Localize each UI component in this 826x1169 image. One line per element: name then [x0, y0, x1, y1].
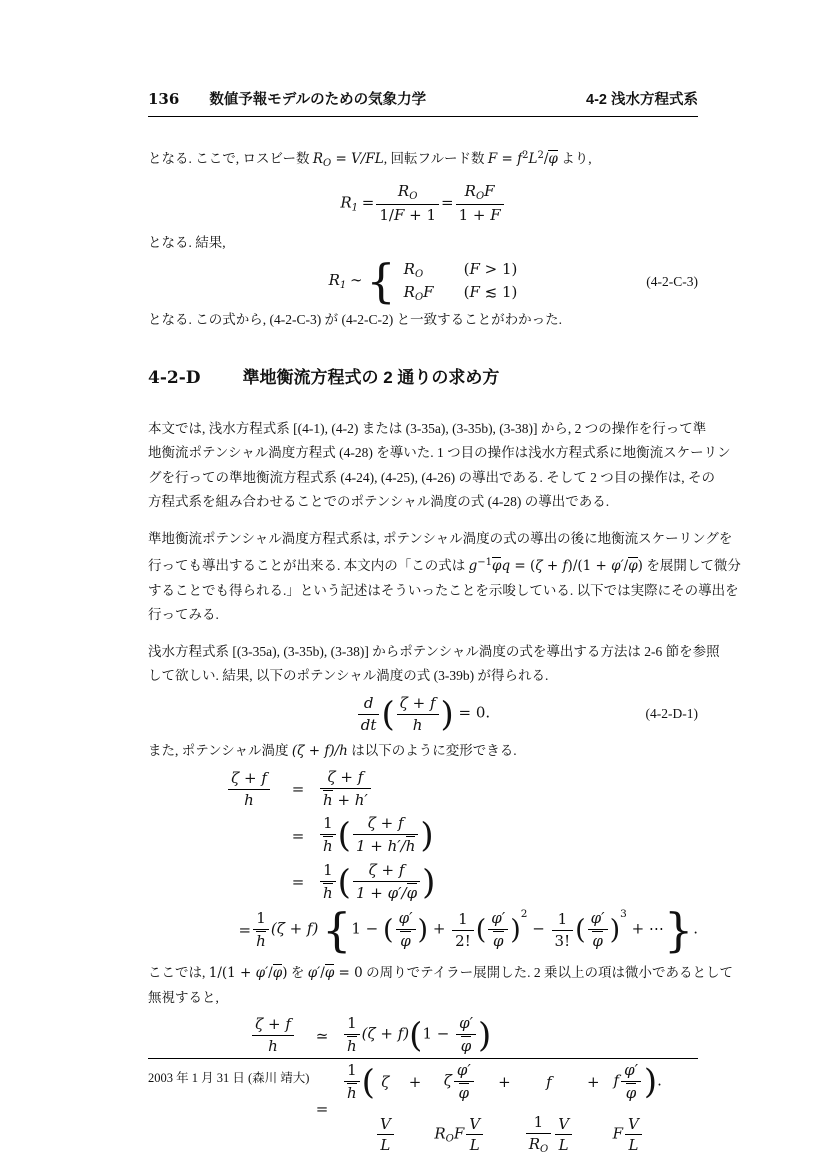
equals-sign: = — [441, 193, 454, 212]
plus-sign: + — [408, 1073, 422, 1091]
rhs — [318, 768, 373, 811]
numerator: ζ + f — [397, 694, 439, 715]
left-paren: ( — [383, 914, 394, 946]
math-token: F — [469, 283, 480, 302]
denominator: 2! — [455, 931, 471, 950]
text-run: より, — [557, 151, 592, 166]
math-token: = — [331, 151, 352, 167]
paragraph-line: 準地衡流ポテンシャル渦度方程式系は, ポテンシャル渦度の式の導出の後に地衡流スケーリングを — [148, 530, 733, 546]
left-paren: ( — [361, 1062, 375, 1102]
derivation-block — [220, 767, 698, 958]
equals-sign: = — [291, 780, 305, 798]
math-token: = — [497, 151, 518, 167]
math-token: 1/(1 + — [208, 965, 256, 982]
left-paren: ( — [337, 815, 351, 856]
math-token: (ζ + f) — [361, 1024, 410, 1043]
math-token: V/FL — [351, 151, 384, 167]
fraction — [588, 909, 608, 952]
math-token: ) — [282, 965, 288, 982]
fraction — [526, 1113, 552, 1156]
denominator — [526, 1134, 552, 1157]
math-token: F — [393, 206, 405, 224]
cases-block — [366, 254, 518, 309]
paragraph-line — [148, 961, 734, 986]
h-overbar: h — [323, 790, 333, 809]
equation-number: (4-2-C-3) — [646, 273, 698, 289]
h-overbar: h — [323, 883, 333, 902]
math-token: (ζ + f) — [270, 919, 319, 938]
numerator: ζ + f — [353, 861, 420, 882]
numerator: 1 — [526, 1113, 552, 1134]
numerator — [376, 182, 439, 206]
denominator: L — [628, 1136, 639, 1155]
paragraph-line — [148, 551, 741, 579]
math-token: / — [623, 558, 629, 575]
math-token: + 1 — [404, 206, 437, 224]
math-token: F — [453, 1124, 465, 1143]
equation-r1 — [148, 182, 698, 226]
phi-overbar: φ — [400, 931, 411, 950]
lhs — [244, 1015, 302, 1056]
denominator: h — [412, 715, 423, 734]
paragraph-line: グを行っての準地衡流方程式系 (4-24), (4-25), (4-26) の導出である. そして 2 つ目の操作は, その — [148, 469, 715, 485]
equals-sign: = — [291, 873, 305, 891]
numerator: 1 — [344, 1014, 360, 1035]
numerator: ζ + f — [320, 768, 371, 789]
h-overbar: h — [405, 837, 416, 855]
math-token: / — [320, 965, 325, 982]
math-token: R — [403, 260, 415, 279]
paragraph-line: 地衡流ポテンシャル渦度方程式 (4-28) を導いた. 1 つ目の操作は浅水方程式系に地衡流スケーリン — [148, 445, 731, 461]
math-token: . — [693, 919, 698, 938]
paragraph-line: することでも得られる.」という記述はそういったことを示唆している. 以下では実際にその導出を — [148, 582, 739, 598]
math-token: F — [484, 181, 495, 200]
math-subscript: O — [540, 1144, 549, 1155]
numerator: φ′ — [588, 909, 608, 930]
math-token: − — [527, 919, 550, 938]
section-number: 4-2-D — [148, 367, 201, 388]
numerator: φ′ — [454, 1061, 474, 1082]
page-number: 136 — [148, 90, 180, 108]
paragraph-line: 浅水方程式系 [(3-35a), (3-35b), (3-38)] からポテンシャル渦度の式を導出する方法は 2-6 節を参照 — [148, 643, 720, 659]
section-title: 準地衡流方程式の 2 通りの求め方 — [242, 367, 500, 387]
numerator: 1 — [320, 861, 336, 882]
denominator — [320, 789, 371, 811]
rhs — [318, 861, 435, 904]
case-condition — [464, 260, 518, 280]
math-token: ζ — [443, 1071, 452, 1090]
text-run: また, ポテンシャル渦度 — [148, 743, 292, 759]
denominator — [320, 882, 336, 904]
math-token: = 0. — [453, 703, 491, 722]
fraction — [396, 909, 416, 952]
numerator: ζ + f — [228, 769, 270, 790]
case-condition — [464, 283, 518, 303]
math-token: φ′ — [307, 965, 321, 982]
math-token: R — [397, 181, 410, 200]
numerator: V — [466, 1115, 483, 1136]
math-token: f — [562, 558, 568, 575]
term-zeta: ζ — [381, 1073, 390, 1091]
math-exponent: 2 — [522, 150, 529, 161]
equation-row — [244, 1014, 698, 1057]
denominator — [488, 930, 508, 952]
fraction — [353, 861, 420, 904]
math-token: R — [403, 283, 415, 302]
math-token: R — [528, 1135, 540, 1153]
fraction — [555, 1115, 572, 1156]
denominator: L — [469, 1136, 480, 1155]
math-token: ( — [463, 260, 470, 279]
rhs — [318, 814, 434, 857]
plus-sign: + — [498, 1073, 511, 1091]
math-token: F — [469, 260, 480, 279]
text-run: となる. ここで, ロスビー数 — [148, 151, 313, 166]
math-token: g — [468, 558, 478, 575]
denominator — [353, 882, 420, 904]
fraction — [353, 814, 418, 857]
numerator: V — [625, 1115, 642, 1136]
text-run: を — [287, 965, 308, 981]
section-heading — [148, 363, 698, 388]
paragraph-line: して欲しい. 結果, 以下のポテンシャル渦度の式 (3-39b) が得られる. — [148, 668, 549, 684]
right-paren: ) — [609, 914, 621, 946]
right-paren: ) — [440, 694, 454, 734]
left-paren: ( — [381, 694, 395, 734]
math-subscript: O — [445, 1133, 454, 1145]
denominator: dt — [360, 715, 377, 734]
math-exponent: 2 — [537, 150, 544, 161]
right-paren: ) — [420, 815, 434, 856]
rhs — [251, 903, 698, 958]
denominator: 3! — [554, 931, 571, 950]
numerator: φ′ — [488, 909, 508, 930]
math-token: R — [464, 181, 476, 200]
math-token: F — [490, 206, 501, 224]
scale-label — [524, 1113, 574, 1156]
numerator: 1 — [552, 910, 574, 931]
derivation-row — [220, 814, 698, 857]
math-token: (ζ + f)/h — [291, 743, 348, 760]
fraction — [456, 182, 504, 226]
denominator — [344, 1035, 360, 1057]
denominator: L — [558, 1136, 569, 1155]
math-token: + — [428, 919, 451, 938]
fraction — [397, 694, 439, 735]
tilde-relation: ∼ — [350, 271, 363, 290]
fraction — [320, 814, 336, 857]
text-run: は以下のように変形できる. — [347, 743, 517, 759]
fraction — [377, 1115, 394, 1156]
text-line — [148, 739, 698, 764]
math-subscript: O — [409, 190, 418, 202]
math-token: . — [657, 1071, 662, 1090]
simeq-sign: ≃ — [315, 1026, 329, 1045]
right-paren: ) — [643, 1062, 658, 1102]
math-token: ≲ 1) — [479, 283, 518, 302]
phi-overbar: φ — [625, 1083, 637, 1102]
numerator: φ′ — [621, 1061, 641, 1082]
math-subscript: O — [414, 292, 424, 304]
numerator: d — [358, 694, 380, 715]
left-paren: ( — [575, 914, 586, 946]
text-line: となる. この式から, (4-2-C-3) が (4-2-C-2) と一致することがわかった. — [148, 312, 562, 328]
phi-overbar: φ — [628, 558, 638, 575]
math-subscript: 1 — [339, 280, 347, 292]
math-token: ) — [637, 558, 643, 575]
math-token: F — [423, 283, 434, 302]
fraction — [552, 910, 574, 951]
paragraph-line: 行ってみる. — [148, 607, 219, 623]
denominator: h — [244, 790, 254, 809]
right-paren: ) — [478, 1015, 492, 1056]
phi-overbar: φ — [406, 883, 418, 902]
scale-label — [375, 1115, 396, 1156]
fraction — [253, 909, 269, 952]
numerator: φ′ — [396, 909, 416, 930]
paragraph — [148, 640, 720, 689]
numerator: V — [377, 1115, 394, 1136]
math-token: 1 + h′/ — [355, 837, 406, 855]
math-token: φ′ — [611, 558, 624, 575]
denominator — [456, 205, 504, 226]
fraction — [625, 1115, 642, 1156]
denominator — [353, 835, 418, 857]
derivation-row — [220, 768, 698, 811]
math-token: ( — [463, 283, 470, 302]
math-token: R — [340, 193, 352, 212]
phi-overbar: φ — [592, 931, 603, 950]
numerator: 1 — [452, 910, 474, 931]
footer-date-author: 2003 年 1 月 31 日 (森川 靖大) — [148, 1071, 310, 1085]
cases-rows — [404, 260, 518, 303]
fraction — [376, 182, 439, 226]
left-paren: ( — [337, 862, 351, 902]
numerator: 1 — [320, 814, 336, 835]
lhs — [220, 769, 278, 810]
phi-overbar: φ — [458, 1083, 470, 1102]
denominator — [376, 205, 439, 226]
equals-sign: = — [238, 921, 252, 940]
numerator: 1 — [344, 1061, 360, 1082]
phi-overbar: φ — [492, 931, 504, 950]
equals-sign: = — [291, 826, 305, 845]
math-token: f — [517, 151, 523, 167]
math-token: f — [613, 1071, 620, 1090]
math-subscript: 1 — [351, 202, 358, 214]
math-exponent: −1 — [477, 557, 493, 569]
phi-overbar: φ — [324, 965, 335, 982]
fraction — [456, 1014, 476, 1057]
scale-label — [613, 1115, 644, 1156]
math-exponent: 3 — [620, 907, 627, 920]
math-subscript: O — [414, 269, 424, 281]
text-run: を展開して微分 — [642, 558, 741, 574]
denominator: L — [380, 1136, 391, 1155]
left-curly-brace: { — [322, 903, 352, 958]
case-value — [404, 283, 434, 303]
math-token: ζ — [535, 558, 543, 575]
fraction — [452, 910, 474, 951]
paragraph — [148, 961, 734, 1010]
denominator — [396, 930, 416, 952]
text-run: , 回転フルード数 — [383, 151, 488, 166]
denominator — [588, 930, 608, 952]
math-token: = ( — [510, 558, 536, 575]
math-token: q — [501, 558, 511, 575]
math-token: = 0 — [334, 965, 363, 982]
intro-line — [148, 144, 698, 177]
rhs — [342, 1014, 491, 1057]
math-token: F — [487, 151, 498, 167]
math-exponent: 2 — [520, 907, 528, 920]
derivation-row — [220, 861, 698, 904]
fraction — [344, 1014, 360, 1057]
book-title: 数値予報モデルのための気象力学 — [209, 92, 427, 108]
fraction — [252, 1015, 294, 1056]
right-paren: ) — [422, 862, 436, 902]
h-overbar: h — [323, 837, 333, 855]
scale-label — [434, 1115, 485, 1156]
math-token: )/(1 + — [567, 558, 612, 575]
numerator: 1 — [253, 909, 269, 930]
paragraph-line: 方程式系を組み合わせることでのポテンシャル渦度の式 (4-28) の導出である. — [148, 494, 610, 510]
right-curly-brace: } — [663, 903, 694, 958]
left-paren: ( — [409, 1015, 423, 1056]
case-value — [404, 260, 434, 280]
math-token: L — [528, 151, 538, 167]
page-body — [148, 144, 741, 1161]
numerator — [456, 182, 504, 206]
math-token: + — [542, 558, 563, 575]
h-overbar: h — [347, 1083, 357, 1102]
math-token: + h′ — [332, 790, 368, 809]
fraction — [320, 861, 336, 904]
math-token: R — [312, 151, 324, 167]
numerator: ζ + f — [353, 814, 418, 835]
plus-sign: + — [587, 1073, 600, 1091]
math-token: 1/ — [379, 206, 394, 224]
derivation-row — [220, 903, 698, 958]
page-header — [148, 88, 698, 117]
math-token: / — [543, 151, 549, 167]
text-run: 行っても導出することが出来る. 本文内の「この式は — [148, 558, 469, 574]
right-paren: ) — [417, 914, 429, 946]
right-paren: ) — [510, 914, 521, 946]
phi-overbar: φ — [548, 151, 558, 167]
math-token: R — [434, 1124, 446, 1143]
chapter-title: 4-2 浅水方程式系 — [586, 92, 698, 108]
denominator — [253, 930, 269, 952]
denominator: h — [268, 1037, 278, 1055]
math-token: 1 − — [351, 919, 384, 938]
h-overbar: h — [256, 931, 266, 950]
paragraph-line: 本文では, 浅水方程式系 [(4-1), (4-2) または (3-35a), (3-35b), (3-38)] から, 2 つの操作を行って準 — [148, 420, 707, 436]
left-brace: { — [366, 254, 396, 309]
math-token: 1 − — [422, 1024, 455, 1043]
paragraph-line: 無視すると, — [148, 989, 219, 1005]
equation-number: (4-2-D-1) — [645, 706, 698, 721]
math-token: / — [268, 965, 273, 982]
paragraph — [148, 527, 741, 628]
math-subscript: O — [323, 158, 332, 169]
fraction — [488, 909, 508, 952]
equation-d1 — [148, 694, 698, 735]
numerator: V — [555, 1115, 572, 1136]
text-line: となる. 結果, — [148, 234, 226, 250]
text-run: の周りでテイラー展開した. 2 乗以上の項は微小であるとして — [362, 965, 734, 981]
denominator — [320, 835, 336, 857]
left-paren: ( — [475, 914, 487, 946]
term-f: f — [546, 1073, 552, 1091]
math-subscript: O — [475, 190, 485, 202]
equation-cases — [148, 254, 698, 309]
phi-overbar: φ — [460, 1037, 472, 1055]
h-overbar: h — [347, 1037, 357, 1055]
phi-overbar: φ — [492, 558, 502, 575]
text-run: ここでは, — [148, 965, 209, 981]
phi-overbar: φ — [272, 965, 283, 982]
equals-sign: = — [361, 193, 375, 212]
math-token: R — [328, 271, 340, 290]
page-footer — [148, 1058, 698, 1086]
numerator: φ′ — [456, 1014, 476, 1035]
fraction — [466, 1115, 483, 1156]
equals-sign: = — [315, 1099, 329, 1118]
fraction — [228, 769, 270, 810]
math-token: + ⋯ — [626, 919, 664, 938]
paragraph — [148, 417, 731, 515]
math-token: 1 + φ′/ — [355, 883, 407, 902]
numerator: ζ + f — [252, 1015, 294, 1036]
math-token: > 1) — [479, 260, 518, 279]
fraction — [320, 768, 371, 811]
math-token: φ′ — [255, 965, 269, 982]
math-token: F — [612, 1124, 624, 1143]
fraction — [358, 694, 380, 735]
denominator — [456, 1035, 476, 1057]
math-token: 1 + — [458, 206, 491, 224]
